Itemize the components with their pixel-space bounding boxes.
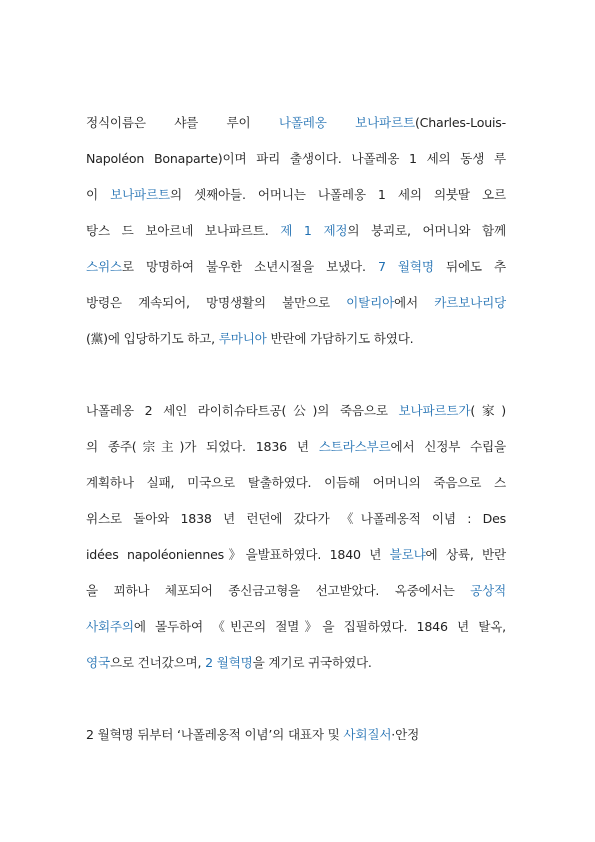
- text-segment: 의 종주(宗主)가 되었다. 1836 년: [86, 439, 319, 454]
- paragraph-3: [86, 728, 506, 764]
- hyperlink[interactable]: 사회주의: [86, 619, 134, 634]
- text-line: [86, 224, 506, 260]
- text-segment: 반란에 가담하기도 하였다.: [266, 331, 414, 346]
- text-segment: 계획하나 실패, 미국으로 탈출하였다. 이듬해 어머니의 죽음으로 스: [86, 475, 506, 490]
- text-segment: 위스로 돌아와 1838 년 런던에 갔다가 《나폴레옹적 이념 : Des: [86, 511, 506, 526]
- text-segment: 을 꾀하나 체포되어 종신금고형을 선고받았다. 옥중에서는: [86, 583, 471, 598]
- paragraph-1: [86, 116, 506, 368]
- text-line: [86, 620, 506, 656]
- paragraph-2: [86, 404, 506, 692]
- hyperlink[interactable]: 보나파르트: [110, 187, 170, 202]
- text-segment: 2 월혁명 뒤부터 ‘나폴레옹적 이념’의 대표자 및: [86, 727, 344, 742]
- hyperlink[interactable]: 스트라스부르: [318, 439, 391, 454]
- text-segment: 나폴레옹 2 세인 라이히슈타트공(公)의 죽음으로: [86, 403, 399, 418]
- text-segment: (黨)에 입당하기도 하고,: [86, 331, 219, 346]
- text-segment: 방령은 계속되어, 망명생활의 불만으로: [86, 295, 347, 310]
- text-line: [86, 512, 506, 548]
- text-segment: idées napoléoniennes》을발표하였다. 1840 년: [86, 547, 390, 562]
- text-line: [86, 440, 506, 476]
- text-segment: 정식이름은 샤를 루이: [86, 115, 279, 130]
- hyperlink[interactable]: 제 1 제정: [280, 223, 348, 238]
- hyperlink[interactable]: 이탈리아: [346, 295, 395, 310]
- hyperlink[interactable]: 공상적: [470, 583, 506, 598]
- text-segment: 의 셋째아들. 어머니는 나폴레옹 1 세의 의붓딸 오르: [169, 187, 506, 202]
- hyperlink[interactable]: 사회질서: [343, 727, 392, 742]
- hyperlink[interactable]: 보나파르트가: [398, 403, 471, 418]
- text-line: [86, 404, 506, 440]
- text-line: [86, 584, 506, 620]
- text-line: [86, 728, 506, 764]
- text-line: [86, 188, 506, 224]
- text-line: [86, 656, 506, 692]
- text-segment: 에서: [394, 295, 435, 310]
- text-segment: 탕스 드 보아르네 보나파르트.: [86, 223, 281, 238]
- text-line: [86, 116, 506, 152]
- hyperlink[interactable]: 루마니아: [218, 331, 267, 346]
- text-segment: (Charles-Louis-: [414, 115, 506, 130]
- text-line: [86, 296, 506, 332]
- hyperlink[interactable]: 스위스: [86, 259, 122, 274]
- text-segment: 에 몰두하여 《빈곤의 절멸》을 집필하였다. 1846 년 탈옥,: [133, 619, 506, 634]
- text-line: [86, 260, 506, 296]
- text-line: [86, 332, 506, 368]
- text-segment: 으로 건너갔으며,: [109, 655, 206, 670]
- text-segment: 을 계기로 귀국하였다.: [252, 655, 372, 670]
- text-segment: (家): [470, 403, 507, 418]
- hyperlink[interactable]: 2 월혁명: [205, 655, 253, 670]
- hyperlink[interactable]: 7 월혁명: [377, 259, 434, 274]
- text-segment: 로 망명하여 불우한 소년시절을 보냈다.: [121, 259, 378, 274]
- text-segment: 에 상륙, 반란: [425, 547, 506, 562]
- text-line: [86, 548, 506, 584]
- hyperlink[interactable]: 카르보나리당: [434, 295, 507, 310]
- text-line: [86, 152, 506, 188]
- hyperlink[interactable]: 블로냐: [389, 547, 426, 562]
- text-segment: 의 붕괴로, 어머니와 함께: [347, 223, 506, 238]
- hyperlink[interactable]: 나폴레옹 보나파르트: [278, 115, 415, 130]
- text-segment: 에서 신정부 수립을: [390, 439, 506, 454]
- hyperlink[interactable]: 영국: [86, 655, 110, 670]
- text-segment: ·안정: [391, 727, 420, 742]
- text-segment: 뒤에도 추: [433, 259, 507, 274]
- text-segment: 이: [86, 187, 111, 202]
- text-line: [86, 476, 506, 512]
- text-segment: Napoléon Bonaparte)이며 파리 출생이다. 나폴레옹 1 세의 동생 루: [86, 151, 506, 166]
